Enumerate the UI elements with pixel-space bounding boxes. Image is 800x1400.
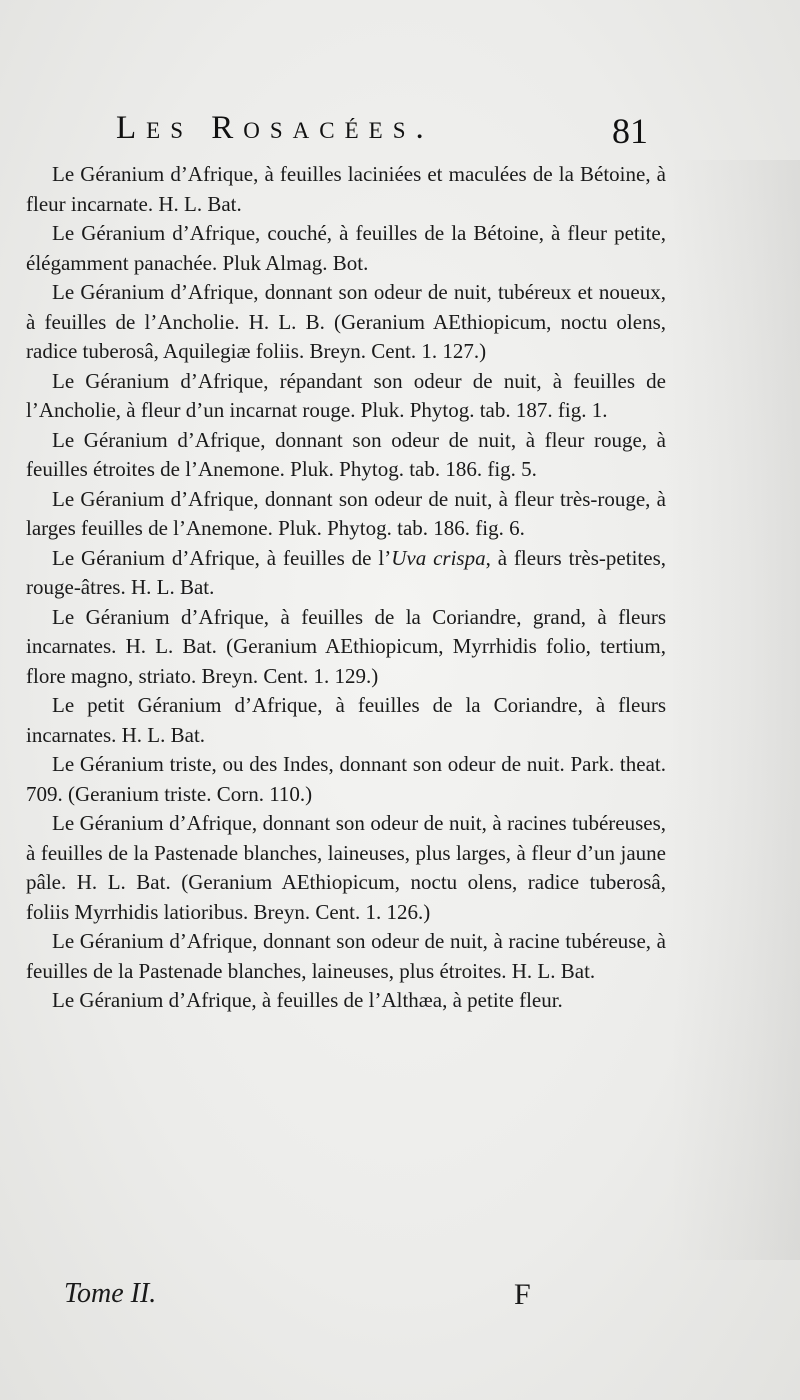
paragraph — [26, 544, 666, 603]
page-number: 81 — [612, 111, 648, 151]
paragraph-text: , à fleurs très-petites, rouge-âtres. H. L. Bat. — [26, 545, 666, 599]
paragraph: Le Géranium d’Afrique, couché, à feuilles de la Bétoine, à fleur petite, élégamment panachée. Pluk Almag. Bot. — [26, 221, 666, 275]
signature-mark: F — [514, 1278, 531, 1311]
paragraph-text: Le Géranium d’Afrique, à feuilles de l’ — [52, 545, 392, 570]
tome-label: Tome II. — [64, 1278, 157, 1309]
paragraph: Le Géranium triste, ou des Indes, donnant son odeur de nuit. Park. theat. 709. (Geranium triste. Corn. 110.) — [26, 752, 666, 806]
paragraph: Le Géranium d’Afrique, donnant son odeur de nuit, à fleur très-rouge, à larges feuilles de l’Anemone. Pluk. Phytog. tab. 186. fig. 6. — [26, 486, 666, 540]
page-footer — [0, 1278, 800, 1318]
show-through-shadow — [670, 160, 800, 1260]
paragraph: Le Géranium d’Afrique, donnant son odeur de nuit, tubéreux et noueux, à feuilles de l’Ancholie. H. L. B. (Geranium AEthiopicum, noctu olens, radice tuberosâ, Aquilegiæ foliis. Breyn. Cent. 1. 127.) — [26, 280, 666, 363]
paragraph: Le Géranium d’Afrique, répandant son odeur de nuit, à feuilles de l’Ancholie, à fleur d’un incarnat rouge. Pluk. Phytog. tab. 187. fig. 1. — [26, 368, 666, 422]
paragraph: Le Géranium d’Afrique, à feuilles de l’Althæa, à petite fleur. — [52, 988, 563, 1012]
paragraph: Le Géranium d’Afrique, à feuilles de la Coriandre, grand, à fleurs incarnates. H. L. Bat. (Geranium AEthiopicum, Myrrhidis folio, tertium, flore magno, striato. Breyn. Cent. 1. 129.) — [26, 604, 666, 688]
paragraph: Le Géranium d’Afrique, donnant son odeur de nuit, à racine tubéreuse, à feuilles de la Pastenade blanches, laineuses, plus étroites. H. L. Bat. — [26, 929, 666, 983]
paragraph: Le petit Géranium d’Afrique, à feuilles de la Coriandre, à fleurs incarnates. H. L. Bat. — [26, 693, 666, 747]
body-text — [26, 160, 666, 1016]
italic-plant-name: Uva crispa — [391, 545, 486, 570]
paragraph: Le Géranium d’Afrique, donnant son odeur de nuit, à fleur rouge, à feuilles étroites de l’Anemone. Pluk. Phytog. tab. 186. fig. 5. — [26, 427, 666, 481]
running-head: Les Rosacées. — [116, 110, 434, 146]
paragraph: Le Géranium d’Afrique, donnant son odeur de nuit, à racines tubéreuses, à feuilles de la Pastenade blanches, laineuses, plus larges, à fleur d’un jaune pâle. H. L. Bat. (Geranium AEthiopicum, noctu olens, radice tuberosâ, foliis Myrrhidis latioribus. Breyn. Cent. 1. 126.) — [26, 811, 666, 924]
page-header — [0, 110, 800, 154]
paragraph: Le Géranium d’Afrique, à feuilles laciniées et maculées de la Bétoine, à fleur incarnate. H. L. Bat. — [26, 162, 666, 216]
